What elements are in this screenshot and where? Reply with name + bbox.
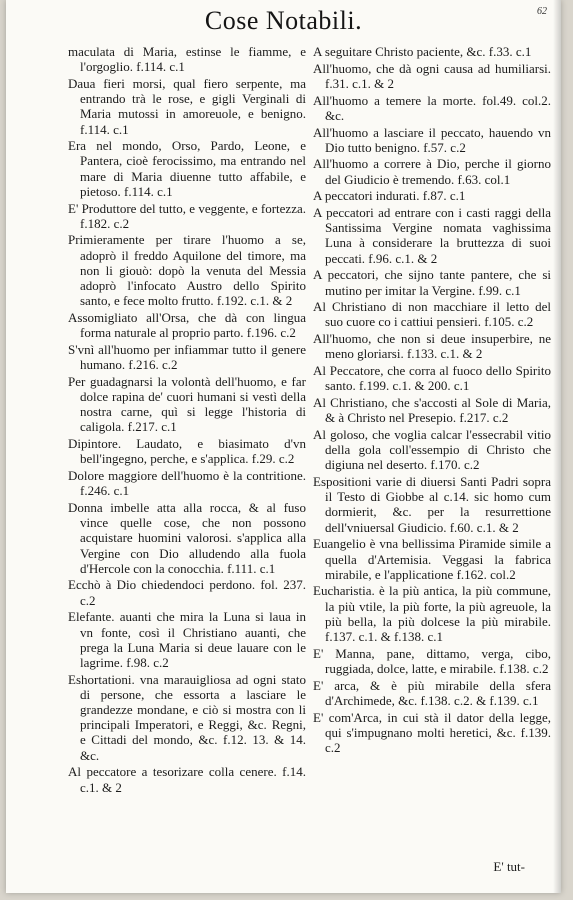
index-entry: Daua fieri morsi, qual fiero serpente, ma entrando trà le rose, e gigli Verginali di Maria mutossi in amoreuole, e benigno. f.114. c.1 xyxy=(68,75,306,137)
index-entry: Ecchò à Dio chiedendoci perdono. fol. 237. c.2 xyxy=(68,577,306,608)
index-entry: All'huomo, che non si deue insuperbire, ne meno gloriarsi. f.133. c.1. & 2 xyxy=(313,331,551,362)
left-column xyxy=(68,44,306,796)
running-head: Cose Notabili. xyxy=(204,6,363,35)
index-entry: All'huomo a lasciare il peccato, hauendo vn Dio tutto benigno. f.57. c.2 xyxy=(313,124,551,155)
index-entry: Per guadagnarsi la volontà dell'huomo, e far dolce rapina de' cuori humani si vestì della nostra carne, quì si legge l'historia di caligola. f.217. c.1 xyxy=(68,373,306,435)
index-entry: Eshortationi. vna marauigliosa ad ogni stato di persone, che essorta a lasciare le grandezze mondane, e ciò si mostra con li principali Imperatori, e Reggi, &c. Regni, e Cittadi del mondo, &c. f.12. 13. & 14. &c. xyxy=(68,671,306,763)
index-entry: Espositioni varie di diuersi Santi Padri sopra il Testo di Giobbe al c.14. sic homo cum dormierit, &c. per la resurrettione dell'vniuersal Giudicio. f.60. c.1. & 2 xyxy=(313,473,551,535)
index-entry: Dolore maggiore dell'huomo è la contritione. f.246. c.1 xyxy=(68,467,306,499)
index-entry: Assomigliato all'Orsa, che dà con lingua forma naturale al proprio parto. f.196. c.2 xyxy=(68,309,306,341)
index-entry: A seguitare Christo paciente, &c. f.33. c.1 xyxy=(313,44,532,59)
index-entry: E' arca, & è più mirabile della sfera d'Archimede, &c. f.138. c.2. & f.139. c.1 xyxy=(313,677,551,708)
index-entry: Al Peccatore, che corra al fuoco dello Spirito santo. f.199. c.1. & 200. c.1 xyxy=(313,363,551,394)
index-entry: maculata di Maria, estinse le fiamme, e l'orgoglio. f.114. c.1 xyxy=(68,44,306,75)
index-entry: Donna imbelle atta alla rocca, & al fuso vince quelle cose, che non possono acquistare huomini valorosi. s'applica alla Vergine con Dio alludendo alla fuola d'Hercole con la conocchia. f.111. c.1 xyxy=(68,499,306,576)
index-entry: A peccatori, che sijno tante pantere, che si mutino per imitar la Vergine. f.99. c.1 xyxy=(313,267,551,298)
catchword: E' tut- xyxy=(493,859,525,874)
index-entry: A peccatori ad entrare con i casti raggi della Santissima Vergine nomata vaghissima Luna à considerare la bruttezza di suoi peccati. f.96. c.1. & 2 xyxy=(313,205,551,266)
index-entry: E' com'Arca, in cui stà il dator della legge, qui s'impugnano molti heretici, &c. f.139. c.2 xyxy=(313,709,551,755)
index-entry: Al Christiano, che s'accosti al Sole di Maria, & à Christo nel Presepio. f.217. c.2 xyxy=(313,394,551,426)
index-entry: Primieramente per tirare l'huomo a se, adoprò il freddo Aquilone del timore, ma non li giouò: dopò la venuta del Messia adoprò l'infocato Austro dello Spirito santo, e fece molto frutto. f.192. c.1. & 2 xyxy=(68,232,306,309)
index-entry: A peccatori indurati. f.87. c.1 xyxy=(313,188,466,204)
index-entry: All'huomo a temere la morte. fol.49. col.2. &c. xyxy=(313,92,551,123)
index-entry: Al Christiano di non macchiare il letto del suo cuore co i cattiui pensieri. f.105. c.2 xyxy=(313,299,551,330)
index-entry: S'vnì all'huomo per infiammar tutto il genere humano. f.216. c.2 xyxy=(68,341,306,373)
book-page xyxy=(6,0,561,893)
index-entry: Euangelio è vna bellissima Piramide simile a quella d'Artemisia. Veggasi la fabrica mirabile, e l'applicatione f.162. col.2 xyxy=(313,536,551,582)
index-entry: Al peccatore a tesorizare colla cenere. f.14. c.1. & 2 xyxy=(68,764,306,795)
right-column xyxy=(313,44,551,757)
index-entry: Eucharistia. è la più antica, la più commune, la più vtile, la più forte, la più agreuole, la più bella, la più dolcese la più mirabile. f.137. c.1. & f.138. c.1 xyxy=(313,583,551,645)
index-entry: E' Manna, pane, dittamo, verga, cibo, ruggiada, dolce, latte, e mirabile. f.138. c.2 xyxy=(313,645,551,676)
index-entry: E' Produttore del tutto, e veggente, e fortezza. f.182. c.2 xyxy=(68,200,306,231)
index-entry: All'huomo, che dà ogni causa ad humiliarsi. f.31. c.1. & 2 xyxy=(313,60,551,91)
index-entry: All'huomo a correre à Dio, perche il giorno del Giudicio è tremendo. f.63. col.1 xyxy=(313,156,551,187)
index-entry: Al goloso, che voglia calcar l'essecrabil vitio della gola coll'essempio di Christo che digiuna nel deserto. f.170. c.2 xyxy=(313,426,551,473)
index-entry: Era nel mondo, Orso, Pardo, Leone, e Pantera, cioè ferocissimo, ma entrando nel mare di Maria diuenne tutto affabile, e pietoso. f.114. c.1 xyxy=(68,138,306,199)
index-entry: Elefante. auanti che mira la Luna si laua in vn fonte, così il Christiano auanti, che prega la Luna Maria si deue lauare con le lagrime. f.98. c.2 xyxy=(68,609,306,670)
page-edge-shadow xyxy=(553,0,561,893)
page-number: 62 xyxy=(537,6,547,17)
index-entry: Dipintore. Laudato, e biasimato d'vn bell'ingegno, perche, e s'applica. f.29. c.2 xyxy=(68,436,306,467)
